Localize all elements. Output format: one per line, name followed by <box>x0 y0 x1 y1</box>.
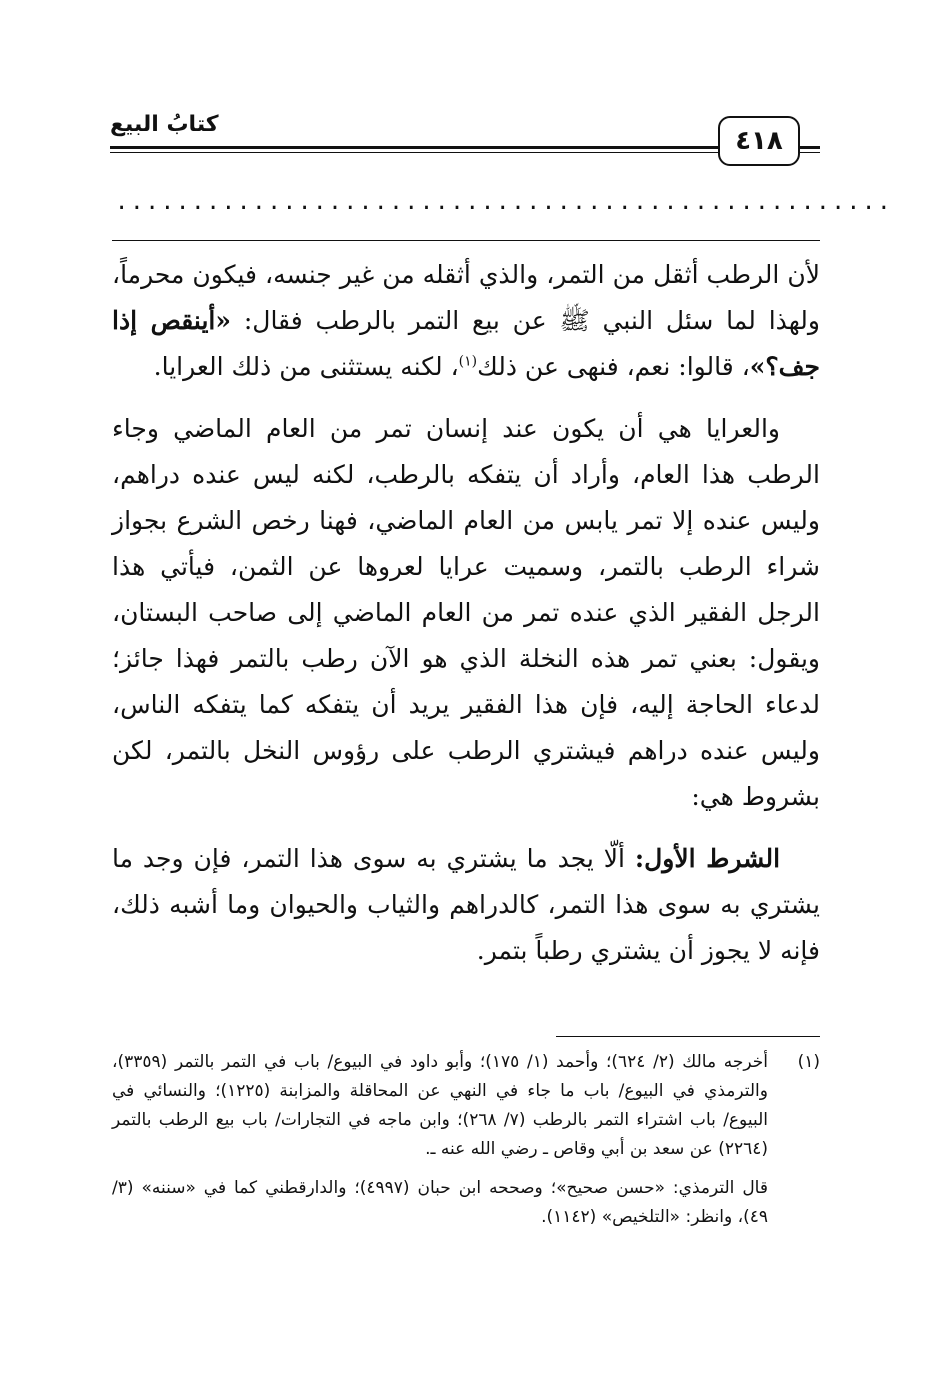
header-rule-right <box>798 146 820 149</box>
footnote-text: أخرجه مالك (٢/ ٦٢٤)؛ وأحمد (١/ ١٧٥)؛ وأبو داود في البيوع/ باب في التمر بالتمر (٣٣٥٩)، والترمذي في البيوع/ باب ما جاء في النهي عن المحاقلة والمزابنة (١٢٢٥)؛ والنسائي في البيوع/ باب اشتراء التمر بالرطب (٧/ ٢٦٨)؛ وابن ماجه في التجارات/ باب بيع الرطب بالتمر (٢٢٦٤) عن سعد بن أبي وقاص ـ رضي الله عنه ـ. <box>112 1052 769 1159</box>
running-title: كتابُ البيع <box>110 112 219 137</box>
footnote-note: قال الترمذي: «حسن صحيح»؛ وصححه ابن حبان (٤٩٩٧)؛ والدارقطني كما في «سننه» (٣/ ٤٩)، وانظر: «التلخيص» (١١٤٢). <box>112 1178 768 1227</box>
paragraph: والعرايا هي أن يكون عند إنسان تمر من العام الماضي وجاء الرطب هذا العام، وأراد أن يتفكه بالرطب، لكنه ليس عنده دراهم، وليس عنده إلا تمر يابس من العام الماضي، فهنا رخص الشرع بجواز شراء الرطب بالتمر، وسميت عرايا لعروها عن الثمن، فيأتي هذا الرجل الفقير الذي عنده تمر من العام الماضي إلى صاحب البستان، ويقول: بعني تمر هذه النخلة الذي هو الآن رطب بالتمر فهذا جائز؛ لدعاء الحاجة إليه، فإن هذا الفقير يريد أن يتفكه كما يتفكه الناس، وليس عنده دراهم فيشتري الرطب على رؤوس النخل بالتمر، لكن بشروط هي: <box>112 414 820 811</box>
hadith-quote: «أينقص إذا جف؟» <box>112 306 820 381</box>
dotted-separator: ................................................... <box>115 190 893 215</box>
footnote-ref: (١) <box>458 353 478 370</box>
page-header <box>110 108 820 168</box>
footnote-rule <box>556 1036 820 1037</box>
paragraph-text: ألّا يجد ما يشتري به سوى هذا التمر، فإن وجد ما يشتري به سوى هذا التمر، كالدراهم والثياب والحيوان وما أشبه ذلك، فإنه لا يجوز أن يشتري رطباً بتمر. <box>112 844 820 965</box>
content-rule <box>112 240 820 241</box>
footnote <box>112 1048 820 1164</box>
paragraph-text: ، قالوا: نعم، فنهى عن ذلك <box>477 352 750 381</box>
header-rule <box>110 146 720 149</box>
paragraph-text: ، لكنه يستثنى من ذلك العرايا. <box>153 352 459 381</box>
condition-heading: الشرط الأول: <box>634 844 781 873</box>
paragraph-text: لأن الرطب أثقل من التمر، والذي أثقله من غير جنسه، فيكون محرماً، ولهذا لما سئل النبي ﷺ عن بيع التمر بالرطب فقال: <box>112 260 820 335</box>
header-rule-right-thin <box>798 152 820 153</box>
footnote-number: (١) <box>797 1052 820 1072</box>
header-rule-thin <box>110 152 720 153</box>
main-text <box>112 252 820 990</box>
paragraph <box>112 252 820 390</box>
footnotes <box>112 1048 820 1232</box>
page-number: ٤١٨ <box>718 116 800 166</box>
paragraph <box>112 836 820 974</box>
